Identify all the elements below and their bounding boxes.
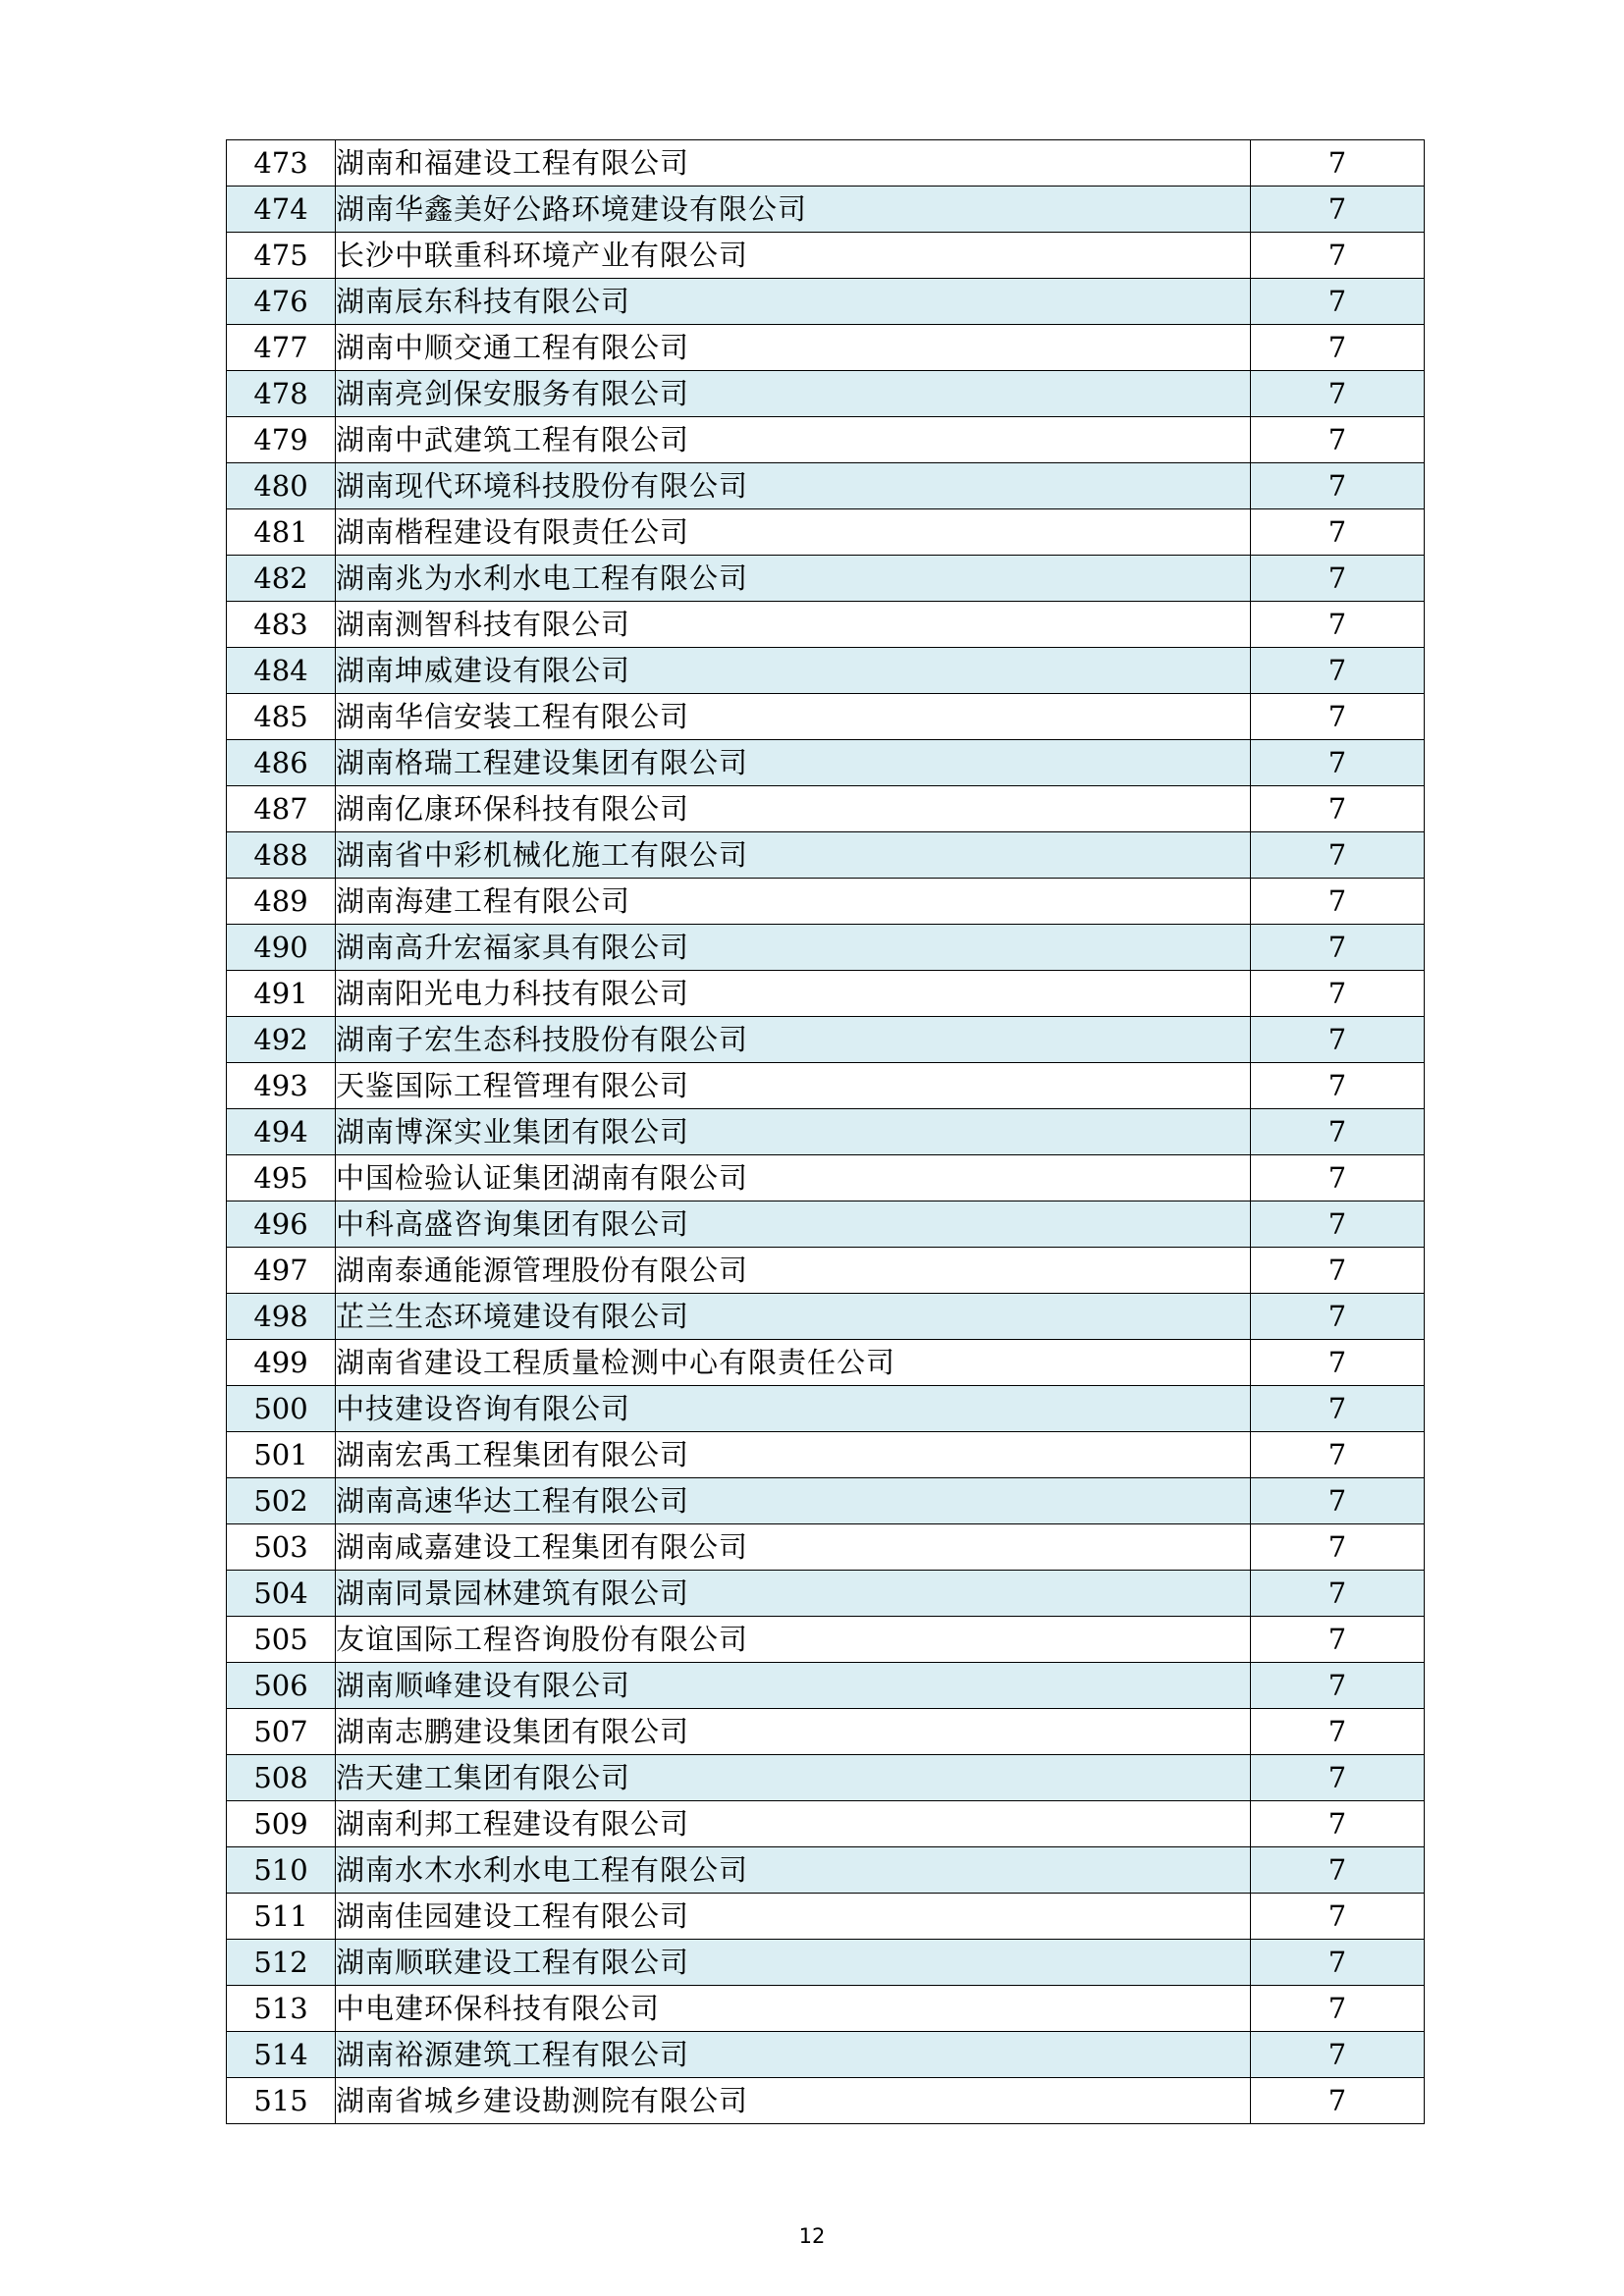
company-name-cell: 湖南辰东科技有限公司 (336, 279, 1251, 325)
row-number-cell: 485 (227, 694, 336, 740)
score-cell: 7 (1251, 1986, 1425, 2032)
row-number-cell: 507 (227, 1709, 336, 1755)
row-number-cell: 482 (227, 556, 336, 602)
score-cell: 7 (1251, 740, 1425, 786)
company-name-cell: 中电建环保科技有限公司 (336, 1986, 1251, 2032)
company-name-cell: 湖南阳光电力科技有限公司 (336, 971, 1251, 1017)
row-number-cell: 483 (227, 602, 336, 648)
score-cell: 7 (1251, 925, 1425, 971)
row-number-cell: 480 (227, 463, 336, 509)
row-number-cell: 476 (227, 279, 336, 325)
company-name-cell: 湖南省城乡建设勘测院有限公司 (336, 2078, 1251, 2124)
page-number: 12 (798, 2224, 826, 2248)
score-cell: 7 (1251, 879, 1425, 925)
score-cell: 7 (1251, 602, 1425, 648)
table-row (227, 1986, 1425, 2032)
company-name-cell: 湖南中武建筑工程有限公司 (336, 417, 1251, 463)
company-name-cell: 湖南泰通能源管理股份有限公司 (336, 1248, 1251, 1294)
row-number-cell: 501 (227, 1432, 336, 1478)
row-number-cell: 502 (227, 1478, 336, 1524)
table-row (227, 925, 1425, 971)
company-name-cell: 湖南现代环境科技股份有限公司 (336, 463, 1251, 509)
row-number-cell: 474 (227, 187, 336, 233)
table-row (227, 832, 1425, 879)
row-number-cell: 514 (227, 2032, 336, 2078)
score-cell: 7 (1251, 1155, 1425, 1201)
table-row (227, 1248, 1425, 1294)
row-number-cell: 495 (227, 1155, 336, 1201)
company-name-cell: 天鉴国际工程管理有限公司 (336, 1063, 1251, 1109)
table-row (227, 1017, 1425, 1063)
score-cell: 7 (1251, 1524, 1425, 1571)
company-name-cell: 湖南同景园林建筑有限公司 (336, 1571, 1251, 1617)
score-cell: 7 (1251, 1063, 1425, 1109)
company-name-cell: 长沙中联重科环境产业有限公司 (336, 233, 1251, 279)
table-row (227, 1617, 1425, 1663)
table-row (227, 2078, 1425, 2124)
row-number-cell: 490 (227, 925, 336, 971)
table-row (227, 279, 1425, 325)
row-number-cell: 488 (227, 832, 336, 879)
table-row (227, 1063, 1425, 1109)
table-row (227, 187, 1425, 233)
score-cell: 7 (1251, 1571, 1425, 1617)
score-cell: 7 (1251, 1017, 1425, 1063)
row-number-cell: 510 (227, 1847, 336, 1894)
row-number-cell: 479 (227, 417, 336, 463)
company-name-cell: 湖南博深实业集团有限公司 (336, 1109, 1251, 1155)
score-cell: 7 (1251, 279, 1425, 325)
company-name-cell: 湖南宏禹工程集团有限公司 (336, 1432, 1251, 1478)
row-number-cell: 496 (227, 1201, 336, 1248)
company-name-cell: 湖南兆为水利水电工程有限公司 (336, 556, 1251, 602)
row-number-cell: 500 (227, 1386, 336, 1432)
table-row (227, 1940, 1425, 1986)
table-row (227, 1340, 1425, 1386)
score-cell: 7 (1251, 1294, 1425, 1340)
table-row (227, 1294, 1425, 1340)
table-row (227, 1894, 1425, 1940)
row-number-cell: 506 (227, 1663, 336, 1709)
table-row (227, 971, 1425, 1017)
score-cell: 7 (1251, 648, 1425, 694)
company-name-cell: 湖南裕源建筑工程有限公司 (336, 2032, 1251, 2078)
table-row (227, 879, 1425, 925)
table-row (227, 371, 1425, 417)
table-row (227, 1663, 1425, 1709)
row-number-cell: 484 (227, 648, 336, 694)
company-name-cell: 湖南顺峰建设有限公司 (336, 1663, 1251, 1709)
score-cell: 7 (1251, 1663, 1425, 1709)
score-cell: 7 (1251, 1801, 1425, 1847)
row-number-cell: 481 (227, 509, 336, 556)
score-cell: 7 (1251, 832, 1425, 879)
company-name-cell: 湖南顺联建设工程有限公司 (336, 1940, 1251, 1986)
table-row (227, 1109, 1425, 1155)
score-cell: 7 (1251, 971, 1425, 1017)
row-number-cell: 475 (227, 233, 336, 279)
row-number-cell: 491 (227, 971, 336, 1017)
table-row (227, 556, 1425, 602)
company-name-cell: 湖南亿康环保科技有限公司 (336, 786, 1251, 832)
score-cell: 7 (1251, 417, 1425, 463)
table-row (227, 1755, 1425, 1801)
table-row (227, 1478, 1425, 1524)
table-row (227, 509, 1425, 556)
row-number-cell: 504 (227, 1571, 336, 1617)
score-cell: 7 (1251, 2032, 1425, 2078)
row-number-cell: 498 (227, 1294, 336, 1340)
company-name-cell: 湖南测智科技有限公司 (336, 602, 1251, 648)
table-row (227, 694, 1425, 740)
score-cell: 7 (1251, 509, 1425, 556)
company-name-cell: 湖南省中彩机械化施工有限公司 (336, 832, 1251, 879)
score-cell: 7 (1251, 1709, 1425, 1755)
table-row (227, 1847, 1425, 1894)
row-number-cell: 492 (227, 1017, 336, 1063)
score-cell: 7 (1251, 1201, 1425, 1248)
table-row (227, 1386, 1425, 1432)
company-name-cell: 湖南高速华达工程有限公司 (336, 1478, 1251, 1524)
company-score-table (226, 139, 1425, 2124)
score-cell: 7 (1251, 187, 1425, 233)
table-row (227, 417, 1425, 463)
table-row (227, 1201, 1425, 1248)
row-number-cell: 499 (227, 1340, 336, 1386)
company-name-cell: 湖南省建设工程质量检测中心有限责任公司 (336, 1340, 1251, 1386)
row-number-cell: 505 (227, 1617, 336, 1663)
score-cell: 7 (1251, 463, 1425, 509)
table-row (227, 325, 1425, 371)
score-cell: 7 (1251, 1248, 1425, 1294)
score-cell: 7 (1251, 371, 1425, 417)
company-name-cell: 中科高盛咨询集团有限公司 (336, 1201, 1251, 1248)
score-cell: 7 (1251, 1894, 1425, 1940)
company-name-cell: 芷兰生态环境建设有限公司 (336, 1294, 1251, 1340)
row-number-cell: 493 (227, 1063, 336, 1109)
row-number-cell: 489 (227, 879, 336, 925)
company-name-cell: 湖南格瑞工程建设集团有限公司 (336, 740, 1251, 786)
score-cell: 7 (1251, 1847, 1425, 1894)
score-cell: 7 (1251, 1617, 1425, 1663)
table-row (227, 1709, 1425, 1755)
company-name-cell: 湖南和福建设工程有限公司 (336, 140, 1251, 187)
table-row (227, 648, 1425, 694)
company-name-cell: 湖南利邦工程建设有限公司 (336, 1801, 1251, 1847)
score-cell: 7 (1251, 694, 1425, 740)
table-row (227, 1432, 1425, 1478)
company-name-cell: 中国检验认证集团湖南有限公司 (336, 1155, 1251, 1201)
company-name-cell: 湖南志鹏建设集团有限公司 (336, 1709, 1251, 1755)
score-cell: 7 (1251, 325, 1425, 371)
table-row (227, 1571, 1425, 1617)
company-name-cell: 浩天建工集团有限公司 (336, 1755, 1251, 1801)
score-cell: 7 (1251, 1109, 1425, 1155)
company-name-cell: 湖南高升宏福家具有限公司 (336, 925, 1251, 971)
score-cell: 7 (1251, 2078, 1425, 2124)
score-cell: 7 (1251, 556, 1425, 602)
table-row (227, 463, 1425, 509)
table-body (227, 140, 1425, 2124)
table-row (227, 1524, 1425, 1571)
row-number-cell: 473 (227, 140, 336, 187)
company-name-cell: 湖南坤威建设有限公司 (336, 648, 1251, 694)
row-number-cell: 503 (227, 1524, 336, 1571)
table-row (227, 2032, 1425, 2078)
company-name-cell: 湖南佳园建设工程有限公司 (336, 1894, 1251, 1940)
score-cell: 7 (1251, 1478, 1425, 1524)
table-row (227, 140, 1425, 187)
company-name-cell: 湖南水木水利水电工程有限公司 (336, 1847, 1251, 1894)
score-cell: 7 (1251, 1940, 1425, 1986)
score-cell: 7 (1251, 1755, 1425, 1801)
row-number-cell: 513 (227, 1986, 336, 2032)
score-cell: 7 (1251, 140, 1425, 187)
table-row (227, 233, 1425, 279)
row-number-cell: 477 (227, 325, 336, 371)
row-number-cell: 494 (227, 1109, 336, 1155)
row-number-cell: 508 (227, 1755, 336, 1801)
table-row (227, 602, 1425, 648)
row-number-cell: 515 (227, 2078, 336, 2124)
score-cell: 7 (1251, 1432, 1425, 1478)
company-name-cell: 湖南咸嘉建设工程集团有限公司 (336, 1524, 1251, 1571)
company-name-cell: 中技建设咨询有限公司 (336, 1386, 1251, 1432)
table-row (227, 1155, 1425, 1201)
row-number-cell: 487 (227, 786, 336, 832)
row-number-cell: 478 (227, 371, 336, 417)
score-cell: 7 (1251, 233, 1425, 279)
score-cell: 7 (1251, 1386, 1425, 1432)
table-row (227, 786, 1425, 832)
row-number-cell: 497 (227, 1248, 336, 1294)
row-number-cell: 512 (227, 1940, 336, 1986)
company-name-cell: 湖南子宏生态科技股份有限公司 (336, 1017, 1251, 1063)
company-name-cell: 湖南楷程建设有限责任公司 (336, 509, 1251, 556)
score-cell: 7 (1251, 1340, 1425, 1386)
row-number-cell: 509 (227, 1801, 336, 1847)
score-cell: 7 (1251, 786, 1425, 832)
company-name-cell: 湖南中顺交通工程有限公司 (336, 325, 1251, 371)
row-number-cell: 511 (227, 1894, 336, 1940)
company-name-cell: 湖南华鑫美好公路环境建设有限公司 (336, 187, 1251, 233)
company-name-cell: 湖南华信安装工程有限公司 (336, 694, 1251, 740)
company-name-cell: 湖南亮剑保安服务有限公司 (336, 371, 1251, 417)
company-name-cell: 湖南海建工程有限公司 (336, 879, 1251, 925)
row-number-cell: 486 (227, 740, 336, 786)
table-row (227, 740, 1425, 786)
table-row (227, 1801, 1425, 1847)
company-name-cell: 友谊国际工程咨询股份有限公司 (336, 1617, 1251, 1663)
